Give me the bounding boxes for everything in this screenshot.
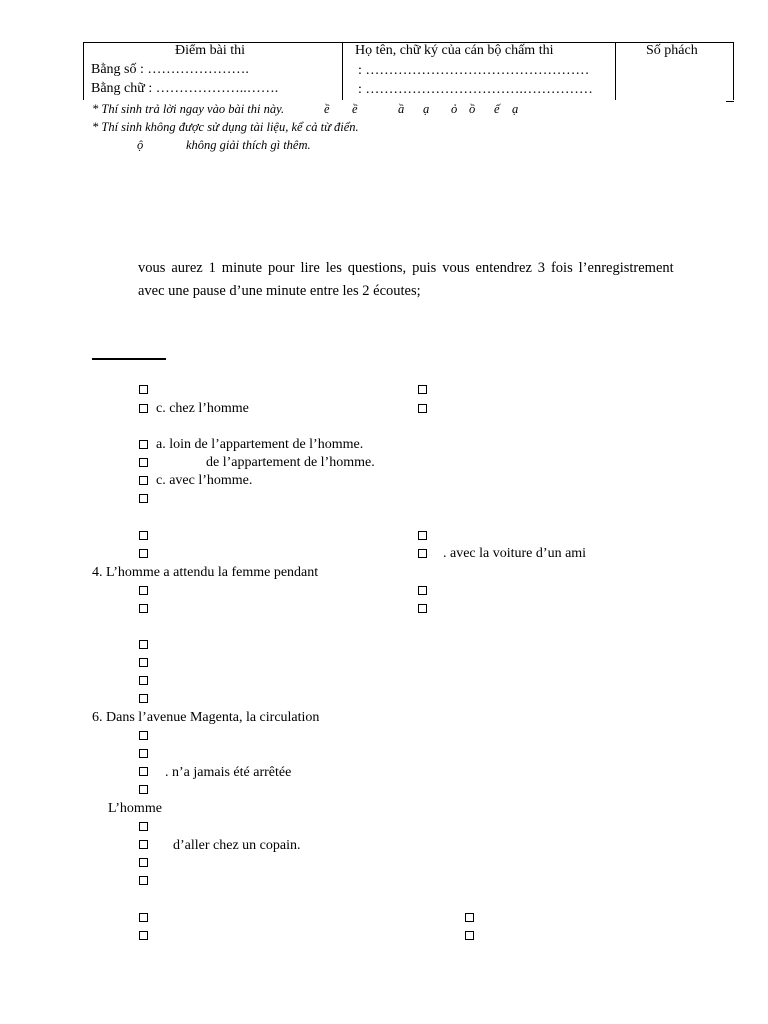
checkbox-q1-c[interactable] bbox=[139, 404, 148, 413]
instructions-line-1: vous aurez 1 minute pour lire les questions, puis vous entendrez 3 fois l’enregistrement bbox=[138, 260, 674, 276]
checkbox-q3-b[interactable] bbox=[418, 531, 427, 540]
checkbox-q2-d[interactable] bbox=[139, 494, 148, 503]
note-1-fragment: ạ bbox=[512, 102, 519, 116]
checkbox-q7-c[interactable] bbox=[139, 858, 148, 867]
checkbox-q4-a[interactable] bbox=[139, 586, 148, 595]
checkbox-q4-c[interactable] bbox=[139, 604, 148, 613]
note-1-fragment: ề bbox=[352, 102, 358, 116]
q2-option-a-label: a. loin de l’appartement de l’homme. bbox=[156, 437, 364, 452]
checkbox-q5-d[interactable] bbox=[139, 694, 148, 703]
examiner-line-1: : ………………………………………… bbox=[358, 63, 590, 78]
checkbox-q7-d[interactable] bbox=[139, 876, 148, 885]
code-column-title: Số phách bbox=[646, 43, 698, 58]
q3-option-d-label: . avec la voiture d’un ami bbox=[443, 546, 587, 561]
examiner-column-title: Họ tên, chữ ký của cán bộ chấm thi bbox=[355, 43, 554, 58]
note-1-fragment: ồ bbox=[469, 102, 476, 116]
checkbox-q3-a[interactable] bbox=[139, 531, 148, 540]
note-1-fragment: ề bbox=[324, 102, 330, 116]
checkbox-q6-c[interactable] bbox=[139, 767, 148, 776]
checkbox-q8-b[interactable] bbox=[465, 913, 474, 922]
q7-option-b-label: d’aller chez un copain. bbox=[173, 838, 301, 853]
score-number-line: Bằng số : …………………. bbox=[91, 62, 249, 77]
checkbox-q4-b[interactable] bbox=[418, 586, 427, 595]
checkbox-q5-c[interactable] bbox=[139, 676, 148, 685]
checkbox-q6-b[interactable] bbox=[139, 749, 148, 758]
note-1-fragment: ế bbox=[494, 102, 500, 116]
q2-option-b-label: de l’appartement de l’homme. bbox=[206, 455, 375, 470]
score-column-title: Điểm bài thi bbox=[175, 43, 245, 58]
checkbox-q7-b[interactable] bbox=[139, 840, 148, 849]
checkbox-q2-b[interactable] bbox=[139, 458, 148, 467]
note-1-fragment: ỏ bbox=[451, 102, 458, 116]
q2-option-c-label: c. avec l’homme. bbox=[156, 473, 253, 488]
checkbox-q8-a[interactable] bbox=[139, 913, 148, 922]
note-3-prefix: ộ bbox=[137, 138, 144, 152]
checkbox-q3-d[interactable] bbox=[418, 549, 427, 558]
checkbox-q5-b[interactable] bbox=[139, 658, 148, 667]
checkbox-q3-c[interactable] bbox=[139, 549, 148, 558]
q6-option-c-label: . n’a jamais été arrêtée bbox=[165, 765, 292, 780]
checkbox-q6-d[interactable] bbox=[139, 785, 148, 794]
section-heading-underline bbox=[92, 358, 166, 360]
checkbox-q7-a[interactable] bbox=[139, 822, 148, 831]
checkbox-q8-d[interactable] bbox=[465, 931, 474, 940]
q1-option-c-label: c. chez l’homme bbox=[156, 401, 249, 416]
q6-stem: 6. Dans l’avenue Magenta, la circulation bbox=[92, 710, 320, 725]
checkbox-q2-c[interactable] bbox=[139, 476, 148, 485]
q7-stem: L’homme bbox=[108, 801, 162, 816]
checkbox-q1-d[interactable] bbox=[418, 404, 427, 413]
score-words-line: Bằng chữ : ………………..……. bbox=[91, 81, 279, 96]
note-2: * Thí sinh không được sử dụng tài liệu, kể cả từ điển. bbox=[92, 120, 359, 134]
note-3: không giải thích gì thêm. bbox=[186, 138, 311, 152]
checkbox-q8-c[interactable] bbox=[139, 931, 148, 940]
checkbox-q1-b[interactable] bbox=[418, 385, 427, 394]
note-1-fragment: ạ bbox=[423, 102, 430, 116]
examiner-line-2: : …………………………….…………… bbox=[358, 82, 593, 97]
checkbox-q1-a[interactable] bbox=[139, 385, 148, 394]
table-corner-tick bbox=[726, 101, 734, 102]
note-1: * Thí sinh trả lời ngay vào bài thi này. bbox=[92, 102, 285, 116]
checkbox-q2-a[interactable] bbox=[139, 440, 148, 449]
checkbox-q4-d[interactable] bbox=[418, 604, 427, 613]
checkbox-q5-a[interactable] bbox=[139, 640, 148, 649]
q4-stem: 4. L’homme a attendu la femme pendant bbox=[92, 565, 319, 580]
checkbox-q6-a[interactable] bbox=[139, 731, 148, 740]
note-1-fragment: ầ bbox=[398, 102, 405, 116]
instructions-line-2: avec une pause d’une minute entre les 2 écoutes; bbox=[138, 283, 421, 299]
